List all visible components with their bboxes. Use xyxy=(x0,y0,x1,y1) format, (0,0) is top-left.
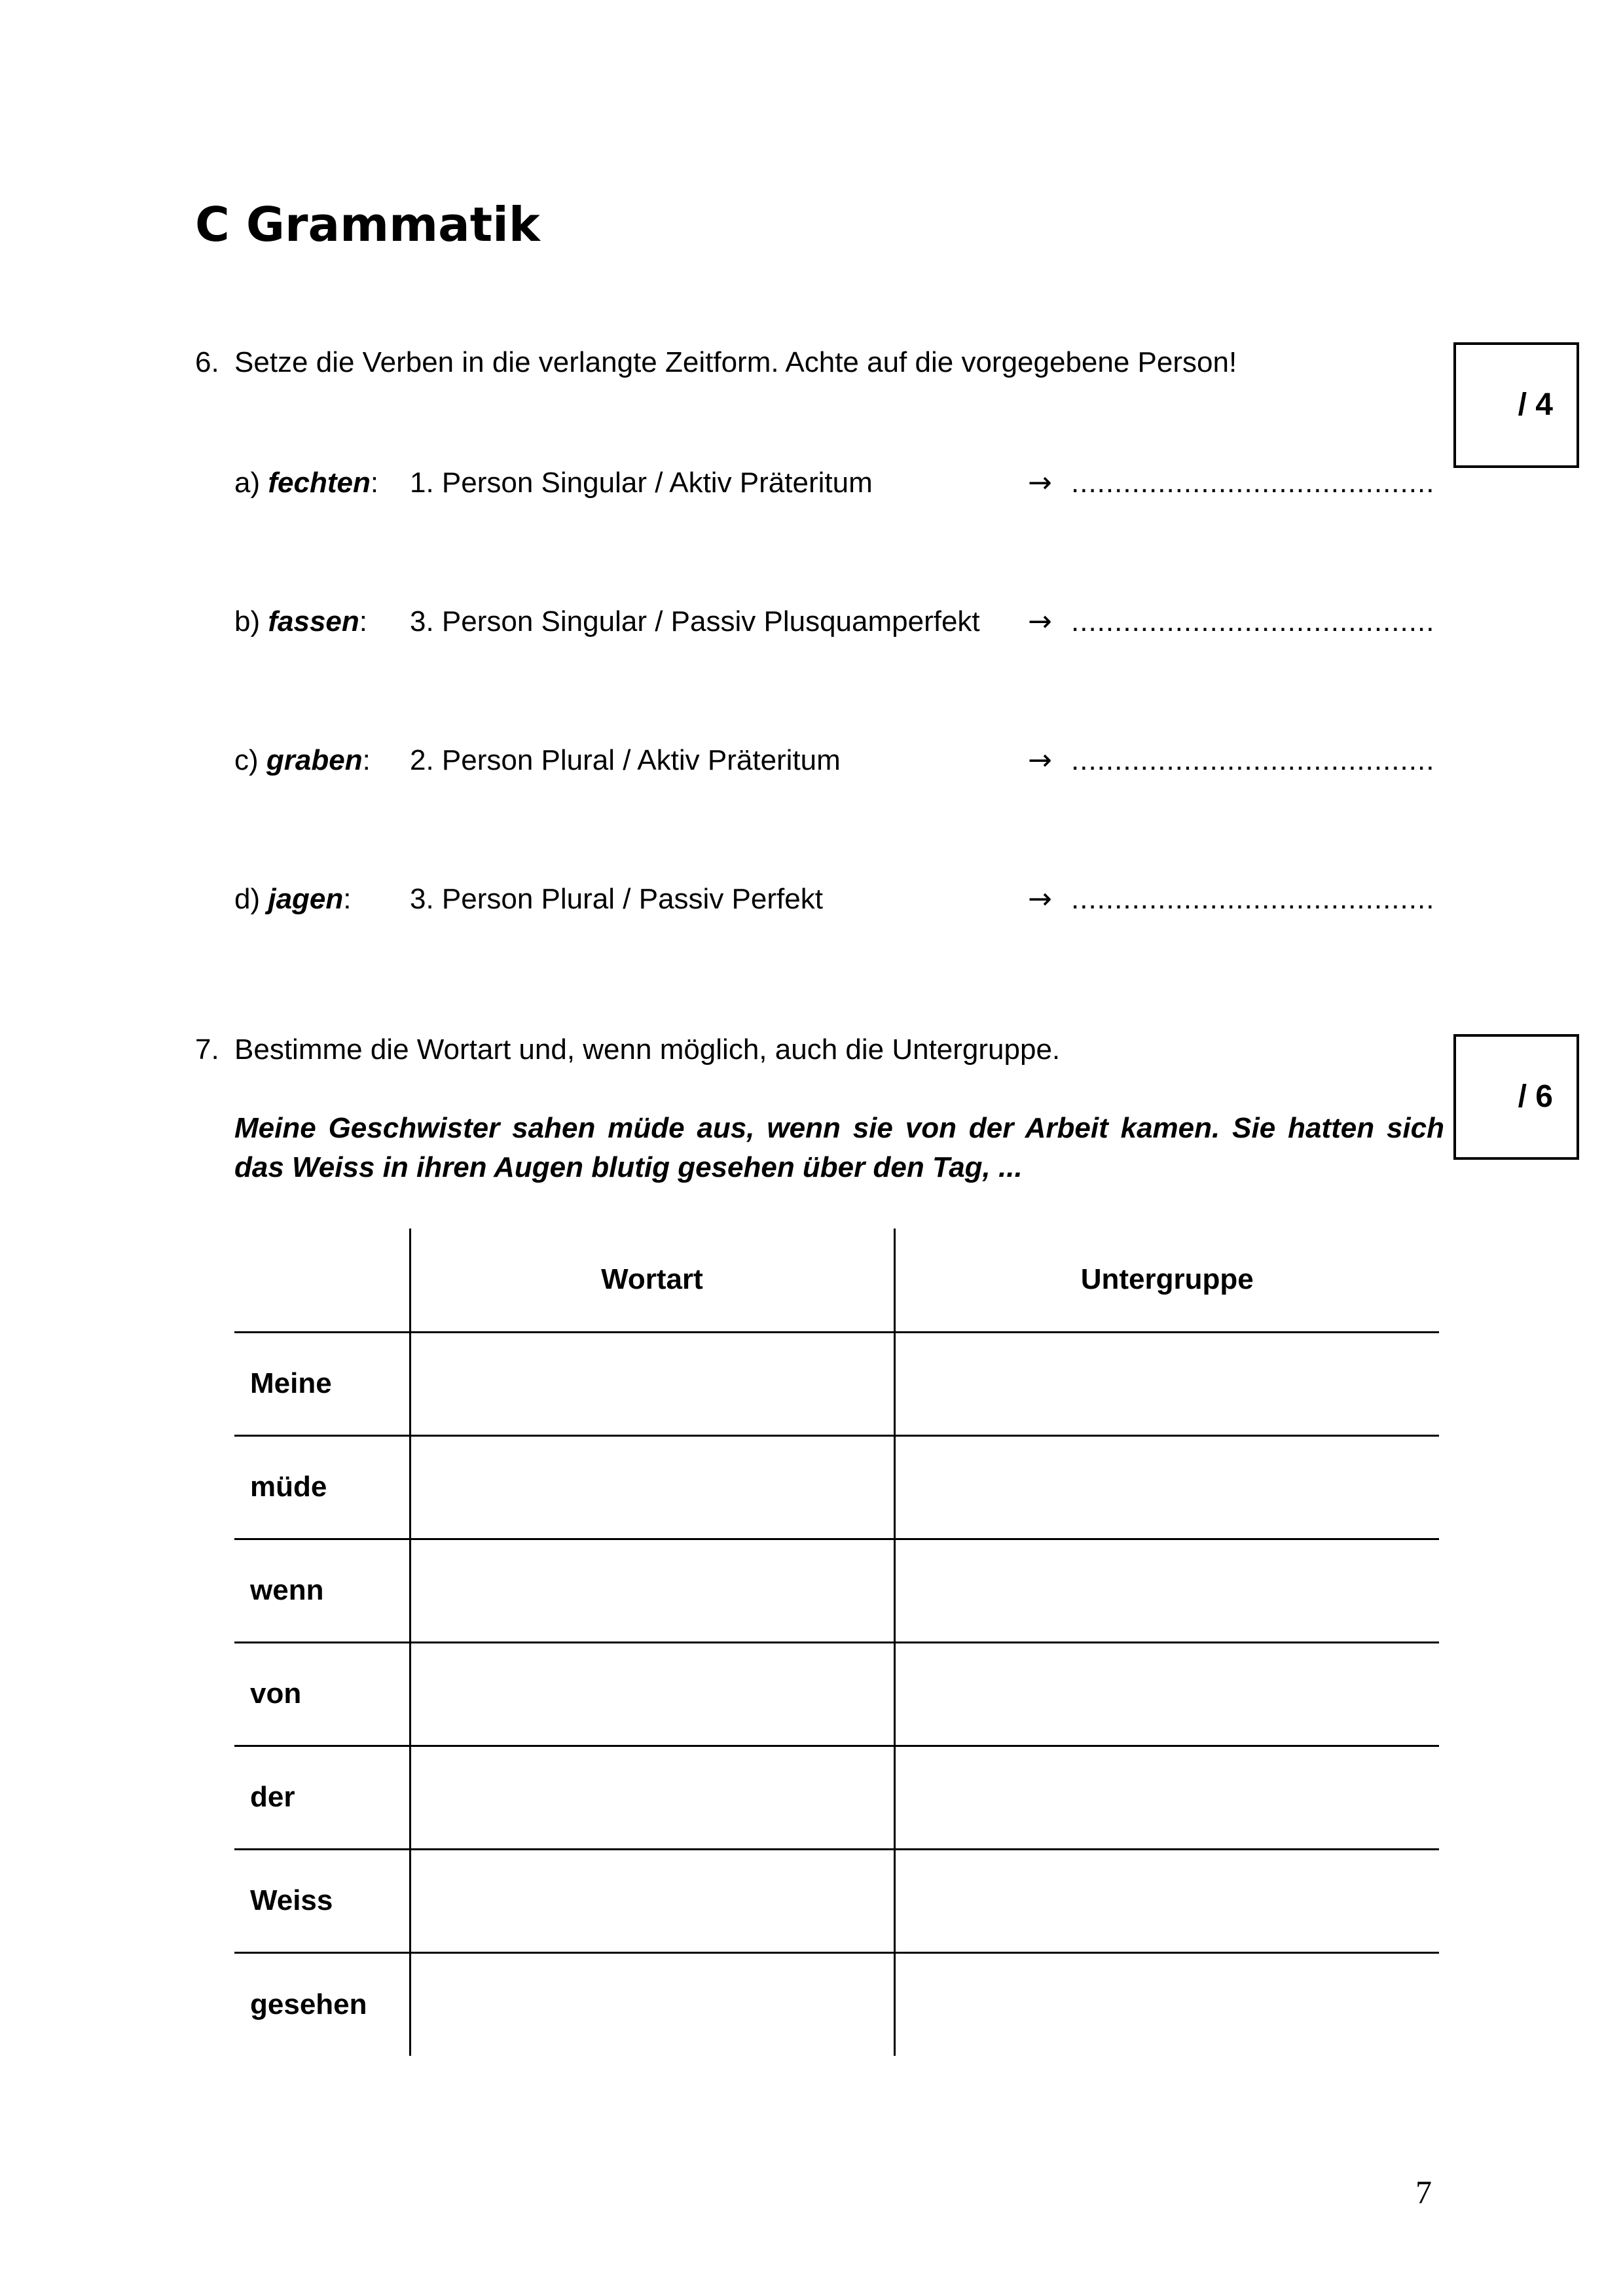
table-row xyxy=(234,1539,1439,1642)
item-tense-form: 1. Person Singular / Aktiv Präteritum xyxy=(410,467,873,499)
table-row xyxy=(234,1435,1439,1539)
table-header-empty xyxy=(234,1229,410,1332)
row-word: müde xyxy=(234,1435,410,1539)
item-colon: : xyxy=(362,744,371,776)
table-header-untergruppe: Untergruppe xyxy=(894,1229,1439,1332)
q6-item-label xyxy=(234,882,352,917)
answer-blank[interactable]: .......................................... xyxy=(1071,883,1435,915)
row-word: Weiss xyxy=(234,1849,410,1952)
table-row xyxy=(234,1746,1439,1849)
item-verb: jagen xyxy=(268,883,344,915)
q7-number: 7. xyxy=(195,1033,219,1066)
arrow-icon: → xyxy=(1028,882,1052,916)
item-colon: : xyxy=(343,883,352,915)
item-letter: b) xyxy=(234,605,261,637)
untergruppe-answer-cell[interactable] xyxy=(894,1746,1439,1849)
q6-item-label xyxy=(234,466,378,501)
item-letter: d) xyxy=(234,883,261,915)
untergruppe-answer-cell[interactable] xyxy=(894,1849,1439,1952)
item-letter: c) xyxy=(234,744,259,776)
untergruppe-answer-cell[interactable] xyxy=(894,1642,1439,1746)
arrow-icon: → xyxy=(1028,466,1052,499)
arrow-icon: → xyxy=(1028,605,1052,638)
wortart-answer-cell[interactable] xyxy=(410,1642,894,1746)
item-verb: fassen xyxy=(268,605,359,637)
wortart-answer-cell[interactable] xyxy=(410,1746,894,1849)
table-header-wortart: Wortart xyxy=(410,1229,894,1332)
item-tense-form: 2. Person Plural / Aktiv Präteritum xyxy=(410,744,841,776)
q6-instruction: Setze die Verben in die verlangte Zeitform. Achte auf die vorgegebene Person! xyxy=(234,346,1237,378)
q6-item-label xyxy=(234,744,371,778)
row-word: der xyxy=(234,1746,410,1849)
row-word: Meine xyxy=(234,1332,410,1435)
row-word: von xyxy=(234,1642,410,1746)
table-header-row xyxy=(234,1229,1439,1332)
answer-blank[interactable]: .......................................... xyxy=(1071,744,1435,776)
section-title: C Grammatik xyxy=(195,197,540,252)
untergruppe-answer-cell[interactable] xyxy=(894,1952,1439,2056)
q6-score-box xyxy=(1453,342,1579,468)
item-tense-form: 3. Person Plural / Passiv Perfekt xyxy=(410,883,823,915)
table-row xyxy=(234,1332,1439,1435)
item-verb: graben xyxy=(266,744,363,776)
row-word: gesehen xyxy=(234,1952,410,2056)
page-number: 7 xyxy=(1415,2174,1432,2210)
untergruppe-answer-cell[interactable] xyxy=(894,1332,1439,1435)
wortart-answer-cell[interactable] xyxy=(410,1952,894,2056)
q7-sentence: Meine Geschwister sahen müde aus, wenn sie von der Arbeit kamen. Sie hatten sich das Weiss in ihren Augen blutig gesehen über den Tag, ... xyxy=(234,1112,1444,1183)
q7-score-box xyxy=(1453,1034,1579,1160)
table-row xyxy=(234,1642,1439,1746)
q6-item-label xyxy=(234,605,367,639)
row-word: wenn xyxy=(234,1539,410,1642)
item-colon: : xyxy=(370,467,379,499)
arrow-icon: → xyxy=(1028,744,1052,777)
untergruppe-answer-cell[interactable] xyxy=(894,1539,1439,1642)
word-class-table xyxy=(234,1229,1439,2056)
q6-score: / 4 xyxy=(1518,387,1553,422)
q7-score: / 6 xyxy=(1518,1079,1553,1114)
answer-blank[interactable]: .......................................... xyxy=(1071,467,1435,499)
table-row xyxy=(234,1952,1439,2056)
item-verb: fechten xyxy=(268,467,371,499)
item-colon: : xyxy=(359,605,368,637)
wortart-answer-cell[interactable] xyxy=(410,1332,894,1435)
item-tense-form: 3. Person Singular / Passiv Plusquamperfekt xyxy=(410,605,980,637)
q7-instruction: Bestimme die Wortart und, wenn möglich, auch die Untergruppe. xyxy=(234,1033,1061,1066)
wortart-answer-cell[interactable] xyxy=(410,1539,894,1642)
item-letter: a) xyxy=(234,467,261,499)
table-row xyxy=(234,1849,1439,1952)
wortart-answer-cell[interactable] xyxy=(410,1435,894,1539)
wortart-answer-cell[interactable] xyxy=(410,1849,894,1952)
untergruppe-answer-cell[interactable] xyxy=(894,1435,1439,1539)
answer-blank[interactable]: .......................................... xyxy=(1071,605,1435,637)
q6-number: 6. xyxy=(195,346,219,378)
